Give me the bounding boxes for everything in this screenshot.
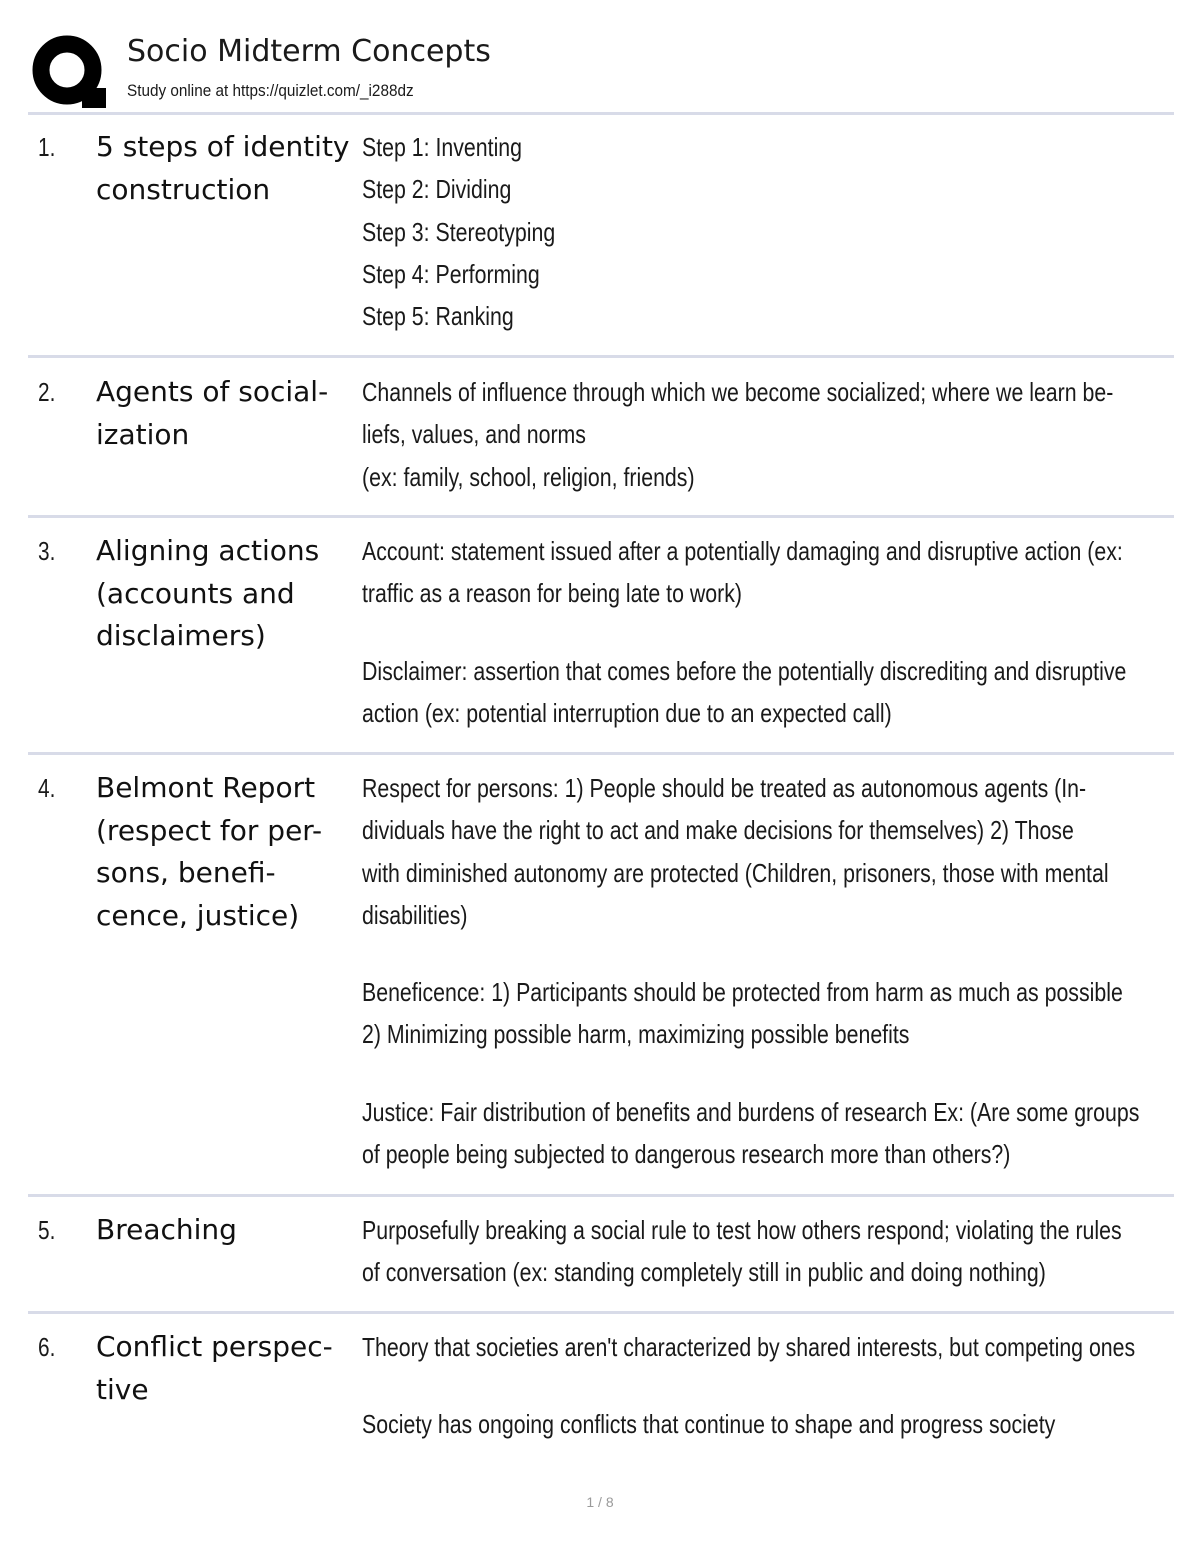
definition-line: Disclaimer: assertion that comes before the potentially discrediting and disruptive — [362, 655, 1127, 686]
definition-line: (ex: family, school, religion, friends) — [362, 461, 695, 492]
term-line: Aligning actions — [96, 534, 320, 567]
card-term — [96, 1209, 366, 1252]
definition-line — [362, 615, 1182, 650]
definition-line: Step 2: Dividing — [362, 174, 512, 205]
term-line: 5 steps of identity — [96, 130, 350, 163]
card-number: 4. — [38, 773, 56, 803]
definition-line: dividuals have the right to act and make decisions for themselves) 2) Those — [362, 815, 1074, 846]
term-line: sons, benefi- — [96, 856, 276, 889]
divider — [28, 1311, 1174, 1314]
definition-line: liefs, values, and norms — [362, 419, 586, 450]
definition-line: Step 5: Ranking — [362, 301, 514, 332]
definition-line: traffic as a reason for being late to work) — [362, 578, 743, 609]
definition-line: disabilities) — [362, 899, 468, 930]
card-number: 6. — [38, 1332, 56, 1362]
term-line: (accounts and — [96, 576, 295, 610]
term-line: cence, justice) — [96, 898, 300, 932]
card-number: 5. — [38, 1215, 56, 1245]
divider — [28, 355, 1174, 358]
term-line: disclaimers) — [96, 619, 266, 652]
definition-line: Step 4: Performing — [362, 258, 540, 289]
card-number: 2. — [38, 377, 56, 407]
term-line: Agents of social- — [96, 375, 329, 408]
term-line: tive — [96, 1372, 149, 1406]
definition-line: Justice: Fair distribution of benefits and burdens of research Ex: (Are some groups — [362, 1096, 1140, 1127]
definition-line — [362, 1056, 1182, 1091]
divider — [28, 515, 1174, 518]
term-line: Conflict perspec- — [96, 1330, 333, 1363]
term-line: (respect for per- — [96, 813, 323, 847]
definition-line: Society has ongoing conflicts that continue to shape and progress society — [362, 1409, 1056, 1440]
card-term — [96, 767, 366, 937]
divider — [28, 1194, 1174, 1197]
definition-line: Respect for persons: 1) People should be treated as autonomous agents (In- — [362, 773, 1087, 803]
term-line: construction — [96, 172, 271, 206]
card-number: 1. — [38, 132, 56, 162]
definition-line: 2) Minimizing possible harm, maximizing possible benefits — [362, 1019, 910, 1050]
definition-line — [362, 936, 1182, 971]
page-number: 1 / 8 — [586, 1494, 614, 1510]
definition-line: Channels of influence through which we become socialized; where we learn be- — [362, 377, 1114, 407]
card-definition — [362, 767, 1182, 1175]
card-definition — [362, 371, 1182, 498]
definition-line — [362, 1368, 1182, 1403]
definition-line: action (ex: potential interruption due to an expected call) — [362, 697, 892, 728]
term-line: Belmont Report — [96, 771, 316, 804]
card-term — [96, 126, 366, 211]
definition-line: Beneficence: 1) Participants should be protected from harm as much as possible — [362, 977, 1123, 1008]
definition-line: of conversation (ex: standing completely still in public and doing nothing) — [362, 1257, 1046, 1288]
page-header — [30, 28, 1174, 112]
quizlet-logo-icon — [30, 32, 108, 110]
term-line: ization — [96, 417, 190, 451]
study-online-link[interactable]: Study online at https://quizlet.com/_i288dz — [127, 81, 414, 100]
card-definition — [362, 1209, 1182, 1294]
card-number: 3. — [38, 536, 56, 566]
definition-line: of people being subjected to dangerous research more than others?) — [362, 1139, 1011, 1170]
definition-line: with diminished autonomy are protected (Children, prisoners, those with mental — [362, 857, 1109, 888]
term-line: Breaching — [96, 1213, 237, 1246]
card-definition — [362, 530, 1182, 734]
card-term — [96, 371, 366, 456]
definition-line: Theory that societies aren't characterized by shared interests, but competing ones — [362, 1332, 1136, 1362]
divider — [28, 752, 1174, 755]
divider — [28, 112, 1174, 115]
definition-line: Step 1: Inventing — [362, 132, 523, 162]
card-term — [96, 1326, 366, 1411]
definition-line: Purposefully breaking a social rule to test how others respond; violating the rules — [362, 1215, 1122, 1245]
definition-line: Step 3: Stereotyping — [362, 216, 556, 247]
card-definition — [362, 126, 1182, 337]
card-definition — [362, 1326, 1182, 1446]
page-title: Socio Midterm Concepts — [127, 34, 491, 69]
card-term — [96, 530, 366, 658]
definition-line: Account: statement issued after a potentially damaging and disruptive action (ex: — [362, 536, 1123, 566]
